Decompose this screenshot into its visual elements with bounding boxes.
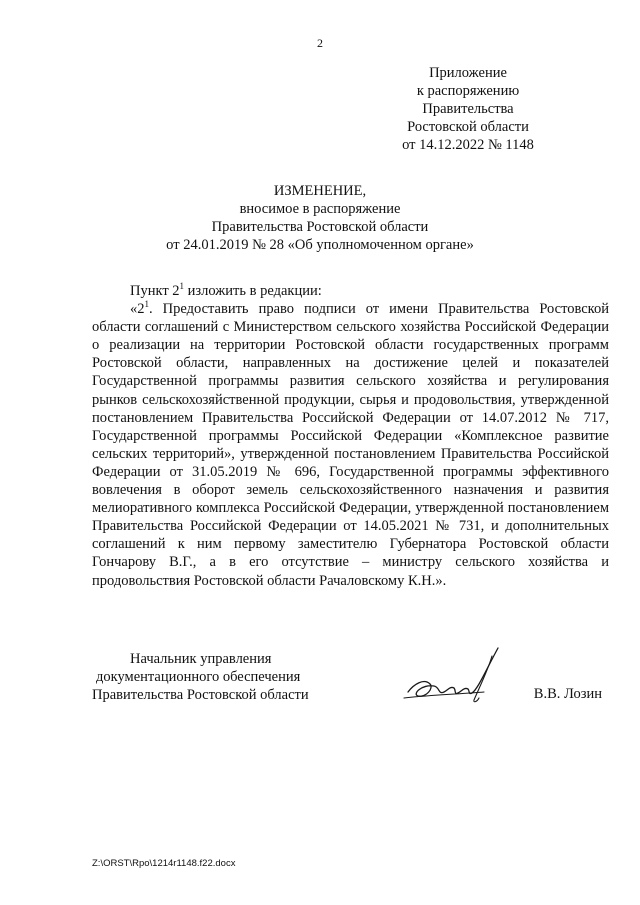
appendix-line: Правительства [422,101,514,117]
quoted-paragraph [92,300,609,590]
intro-prefix: Пункт 2 [130,283,180,299]
appendix-line: к распоряжению [416,83,520,99]
title-line: вносимое в распоряжение [239,201,401,217]
quote-text: . Предоставить право подписи от имени Правительства Ростовской области соглашений с Министерством сельского хозяйства Российской Федерации о реализации на территории Ростовской области государственных программ Ростовской области, направленных на достижение целей и показателей Государственной программы развития сельского хозяйства и регулирования рынков сельскохозяйственной продукции, сырья и продовольствия, утвержденной постановлением Правительства Российской Федерации от 14.07.2012 № 717, Государственной программы Российской Федерации «Комплексное развитие сельских территорий», утвержденной постановлением Правительства Российской Федерации от 31.05.2019 № 696, Государственной программы эффективного вовлечения в оборот земель сельскохозяйственного назначения и развития мелиоративного комплекса Российской Федерации, утвержденной постановлением Правительства Российской Федерации от 14.05.2021 № 731, и дополнительных соглашений к ним первому заместителю Губернатора Ростовской области Гончарову В.Г., а в его отсутствие – министру сельского хозяйства и продовольствия Ростовской области Рачаловскому К.Н.». [92,301,609,589]
file-path-footer: Z:\ORST\Rpo\1214r1148.f22.docx [92,858,236,869]
position-line: документационного обеспечения [96,669,301,685]
appendix-date-number: от 14.12.2022 № 1148 [402,137,534,153]
title-line: Правительства Ростовской области [211,219,429,235]
signer-name: В.В. Лозин [533,686,602,702]
intro-suffix: изложить в редакции: [187,283,322,299]
position-line: Правительства Ростовской области [92,687,309,703]
quote-superscript: 1 [144,299,149,310]
document-body [92,282,609,590]
appendix-line: Ростовской области [407,119,529,135]
appendix-line: Приложение [429,65,507,81]
handwritten-signature [400,640,510,710]
title-heading: ИЗМЕНЕНИЕ, [273,183,367,199]
page-number: 2 [317,36,323,50]
quote-prefix: «2 [130,301,145,318]
intro-paragraph [92,282,609,300]
title-line: от 24.01.2019 № 28 «Об уполномоченном органе» [166,237,474,253]
intro-superscript: 1 [179,281,185,291]
document-title [0,182,640,254]
signatory-position [92,650,332,704]
position-line: Начальник управления [130,651,272,667]
appendix-header [348,64,588,154]
